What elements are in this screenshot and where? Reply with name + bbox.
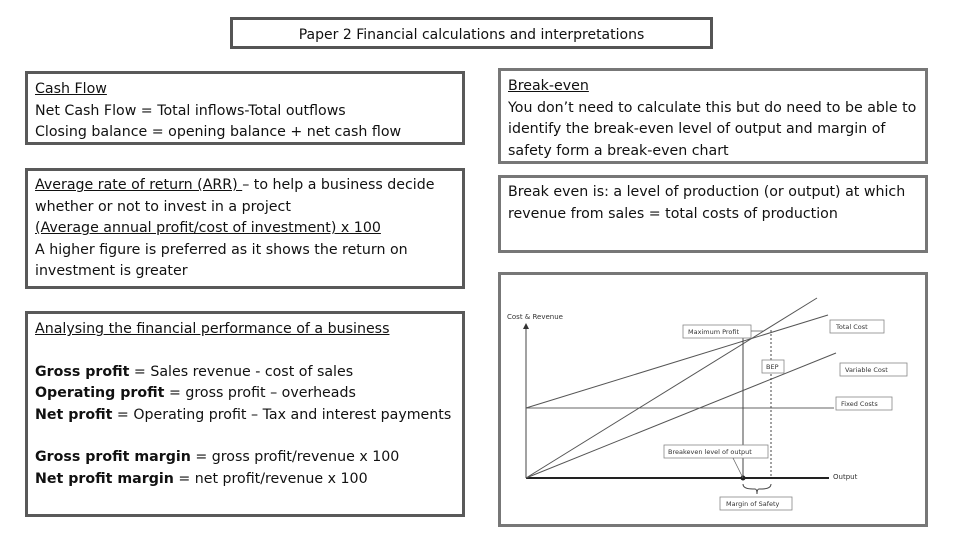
- analysis-heading: Analysing the financial performance of a business: [35, 321, 390, 337]
- y-axis-arrow: [523, 323, 529, 329]
- break-even-definition-box: [498, 175, 928, 253]
- break-even-box: [498, 68, 928, 164]
- margin-of-safety-brace: [743, 484, 771, 494]
- operating-profit-text: = gross profit – overheads: [164, 385, 356, 402]
- x-axis-label: Output: [833, 473, 858, 481]
- break-even-body: You don’t need to calculate this but do need to be able to identify the break-even level of output and margin of safety form a break-even chart: [508, 99, 917, 159]
- gross-profit-margin-label: Gross profit margin: [35, 449, 191, 466]
- gross-profit-text: = Sales revenue - cost of sales: [129, 363, 354, 380]
- operating-profit-line: [35, 383, 458, 405]
- arr-box: [25, 168, 465, 289]
- gross-profit-line: [35, 362, 458, 384]
- arr-note: A higher figure is preferred as it shows the return on investment is greater: [35, 241, 408, 280]
- bep-label: BEP: [766, 363, 779, 371]
- net-profit-margin-label: Net profit margin: [35, 470, 174, 487]
- gross-profit-margin-text: = gross profit/revenue x 100: [190, 449, 400, 466]
- net-profit-label: Net profit: [35, 406, 113, 423]
- cash-flow-box: [25, 71, 465, 145]
- net-profit-text: = Operating profit – Tax and interest payments: [112, 406, 452, 423]
- arr-intro: [35, 175, 458, 218]
- net-profit-line: [35, 405, 458, 427]
- break-even-diagram: [498, 272, 928, 527]
- break-even-heading: Break-even: [508, 78, 589, 94]
- break-even-definition: Break even is: a level of production (or output) at which revenue from sales = total costs of production: [508, 184, 906, 222]
- gross-profit-margin-line: [35, 447, 458, 469]
- analysis-box: [25, 311, 465, 517]
- arr-heading: Average rate of return (ARR): [35, 177, 243, 193]
- gross-profit-label: Gross profit: [35, 363, 130, 380]
- arr-formula: (Average annual profit/cost of investment) x 100: [35, 220, 381, 237]
- cash-flow-line-2: Closing balance = opening balance + net cash flow: [35, 124, 402, 141]
- y-axis-label: Cost & Revenue: [507, 313, 563, 321]
- variable-cost-label: Variable Cost: [845, 366, 888, 374]
- breakeven-output-label: Breakeven level of output: [668, 448, 752, 456]
- cash-flow-line-1: Net Cash Flow = Total inflows-Total outflows: [35, 102, 346, 119]
- net-profit-margin-text: = net profit/revenue x 100: [173, 470, 368, 487]
- operating-profit-label: Operating profit: [35, 385, 165, 402]
- cash-flow-heading: Cash Flow: [35, 81, 107, 97]
- break-even-diagram-svg: [501, 275, 925, 524]
- total-cost-label: Total Cost: [836, 323, 868, 331]
- fixed-costs-label: Fixed Costs: [841, 400, 878, 408]
- variable-cost-line: [526, 353, 836, 478]
- page-title: Paper 2 Financial calculations and interpretations: [230, 17, 713, 49]
- arr-heading-rest: – to help a business decide whether or not to invest in a project: [35, 177, 435, 215]
- margin-of-safety-label: Margin of Safety: [726, 500, 780, 508]
- breakeven-output-pointer: [733, 458, 743, 478]
- net-profit-margin-line: [35, 469, 458, 491]
- max-profit-label: Maximum Profit: [688, 328, 740, 336]
